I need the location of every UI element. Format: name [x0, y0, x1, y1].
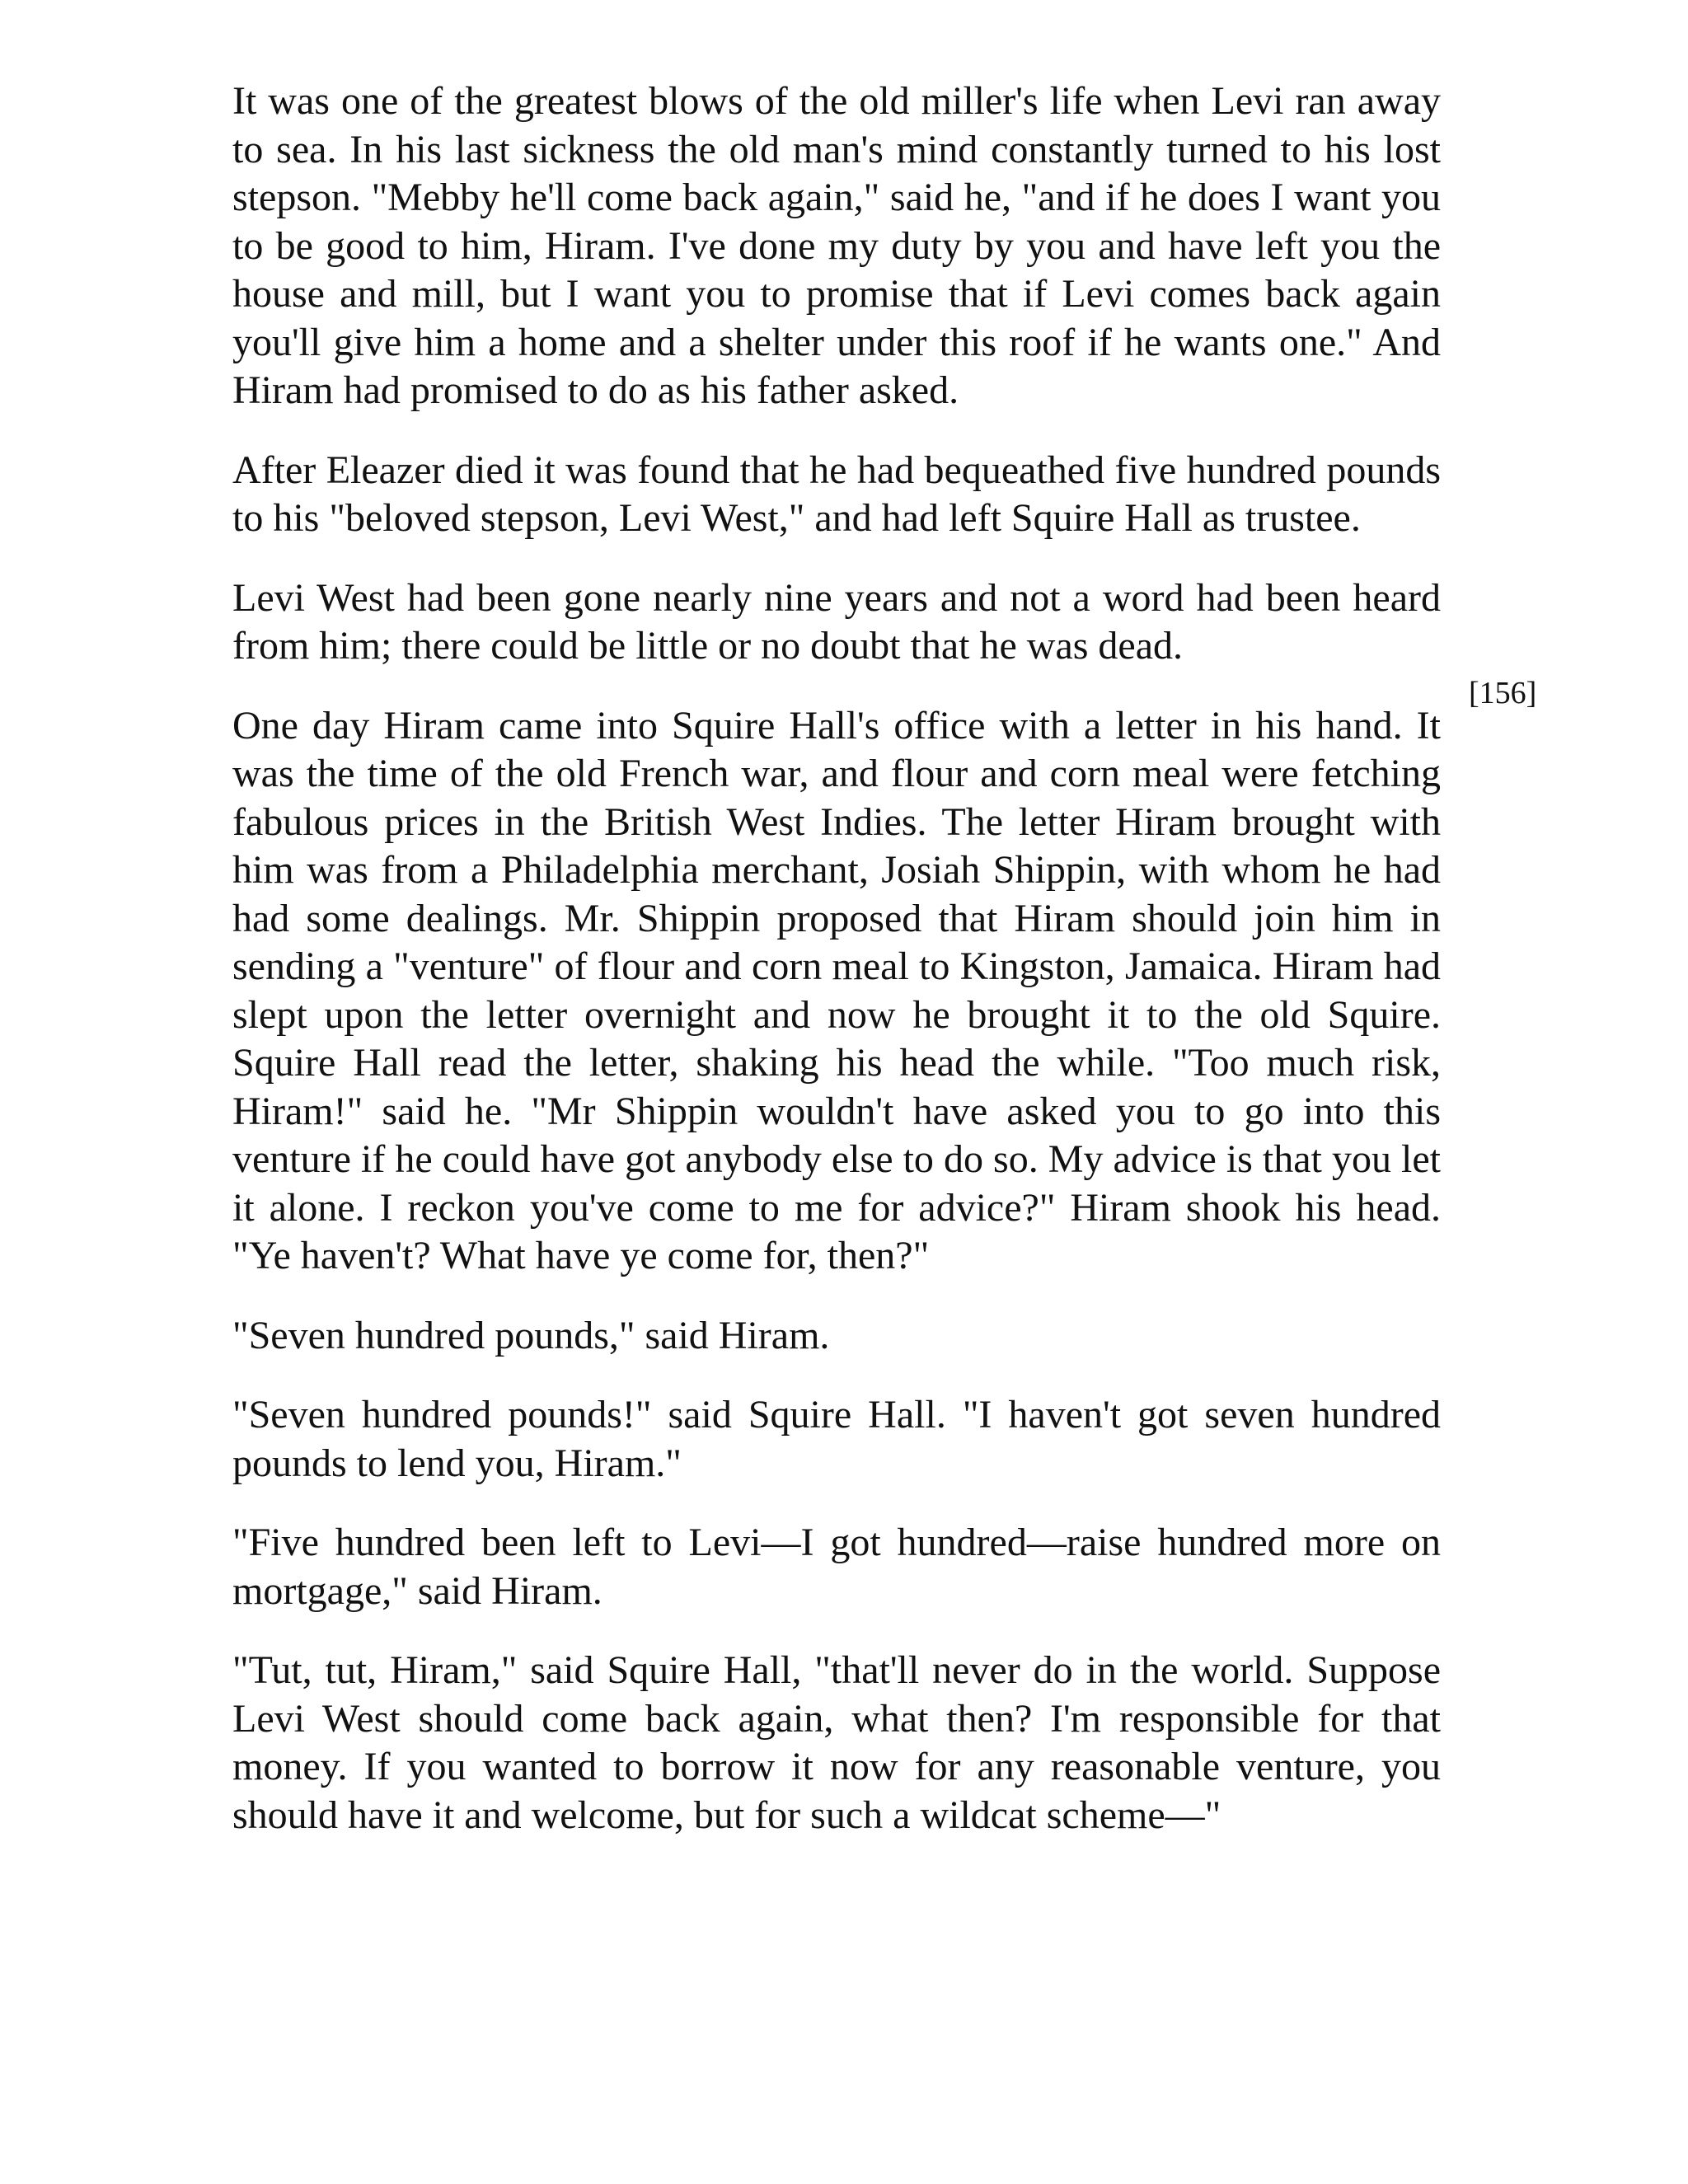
- paragraph-five-hundred-levi: "Five hundred been left to Levi—I got hundred—raise hundred more on mortgage," said Hiram.: [232, 1521, 1441, 1613]
- paragraph-shippin-letter: One day Hiram came into Squire Hall's office with a letter in his hand. It was the time of the old French war, and flour and corn meal were fetching fabulous prices in the British West Indies. The letter Hiram brought with him was from a Philadelphia merchant, Josiah Shippin, with whom he had had some dealings. Mr. Shippin proposed that Hiram should join him in sending a "venture" of flour and corn meal to Kingston, Jamaica. Hiram had slept upon the letter overnight and now he brought it to the old Squire. Squire Hall read the letter, shaking his head the while. "Too much risk, Hiram!" said he. "Mr Shippin wouldn't have asked you to go into this venture if he could have got anybody else to do so. My advice is that you let it alone. I reckon you've come to me for advice?" Hiram shook his head. "Ye haven't? What have ye come for, then?": [232, 703, 1441, 1277]
- paragraph-bequest: After Eleazer died it was found that he had bequeathed five hundred pounds to his "beloved stepson, Levi West," and had left Squire Hall as trustee.: [232, 448, 1441, 540]
- paragraph-seven-hundred: "Seven hundred pounds," said Hiram.: [232, 1313, 830, 1357]
- paragraph-levi-ran-away: It was one of the greatest blows of the old miller's life when Levi ran away to sea. In his last sickness the old man's mind constantly turned to his lost stepson. "Mebby he'll come back again," said he, "and if he does I want you to be good to him, Hiram. I've done my duty by you and have left you the house and mill, but I want you to promise that if Levi comes back again you'll give him a home and a shelter under this roof if he wants one." And Hiram had promised to do as his father asked.: [232, 79, 1441, 412]
- page-number: [156]: [1469, 676, 1537, 710]
- body-text: [232, 77, 1441, 1871]
- paragraph-levi-gone: Levi West had been gone nearly nine years and not a word had been heard from him; there could be little or no doubt that he was dead.: [232, 575, 1441, 668]
- paragraph-squire-refuses: "Seven hundred pounds!" said Squire Hall. "I haven't got seven hundred pounds to lend you, Hiram.": [232, 1393, 1441, 1485]
- paragraph-tut-tut: "Tut, tut, Hiram," said Squire Hall, "that'll never do in the world. Suppose Levi West should come back again, what then? I'm responsible for that money. If you wanted to borrow it now for any reasonable venture, you should have it and welcome, but for such a wildcat scheme—": [232, 1648, 1441, 1837]
